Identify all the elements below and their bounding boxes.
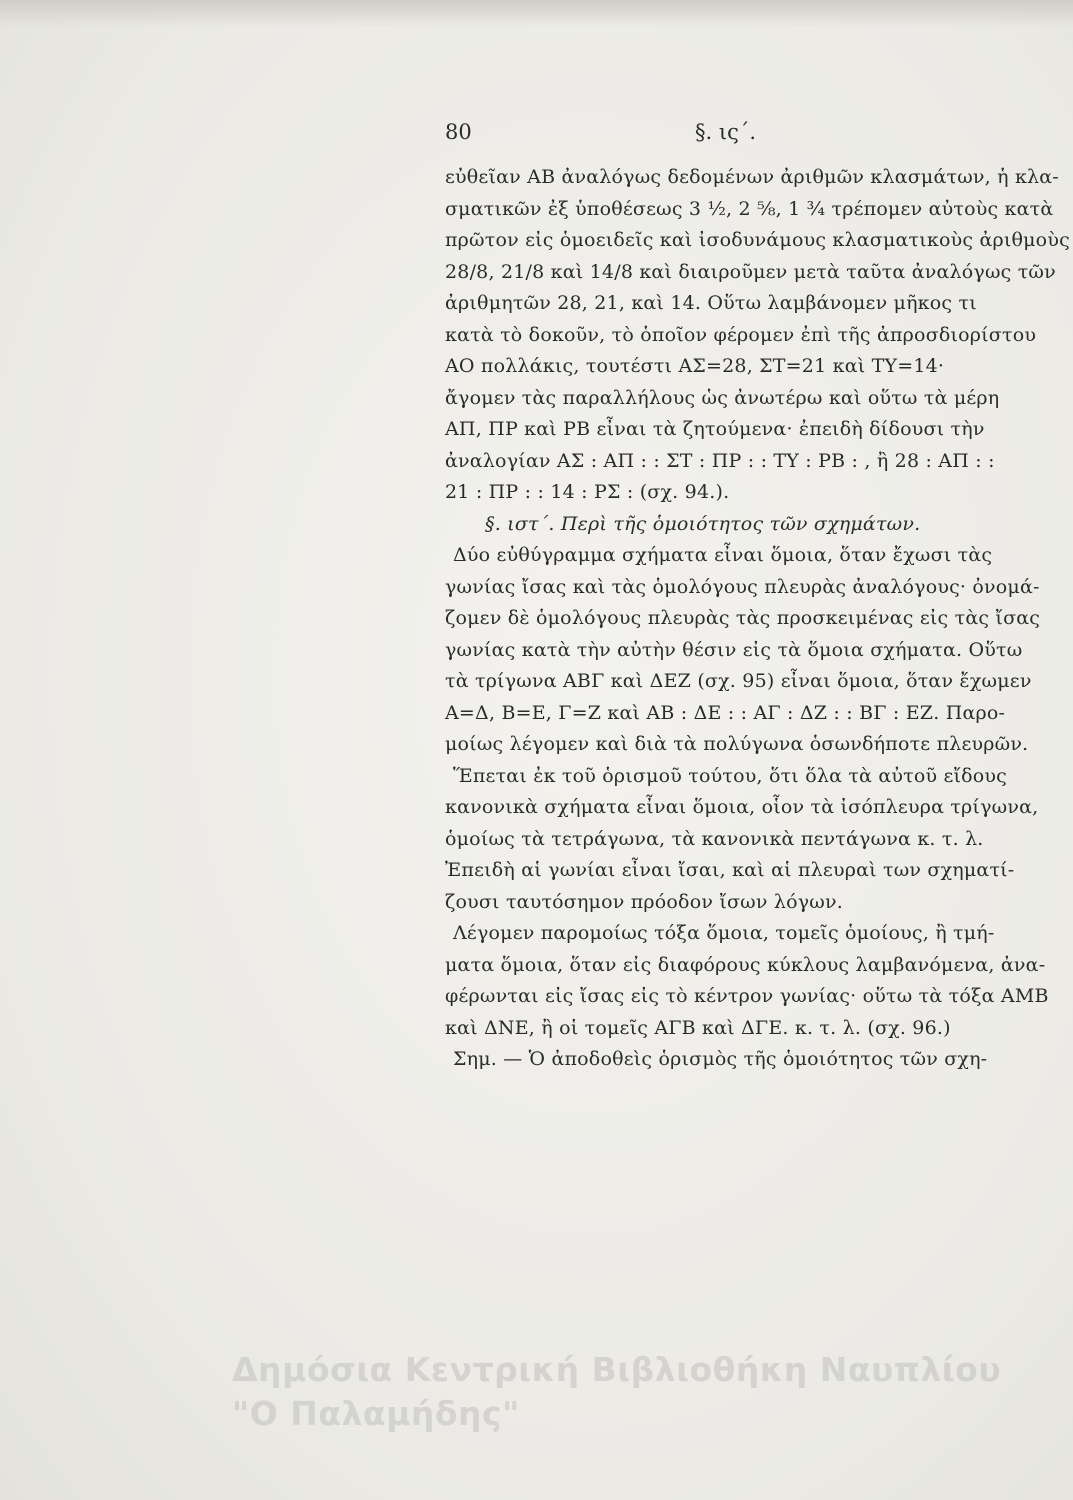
text-line: εὐθεῖαν ΑΒ ἀναλόγως δεδομένων ἀριθμῶν κλασμάτων, ἡ κλα- — [445, 166, 1059, 188]
text-line: τὰ τρίγωνα ΑΒΓ καὶ ΔΕΖ (σχ. 95) εἶναι ὅμοια, ὅταν ἔχωμεν — [445, 670, 1032, 692]
text-line: ὁμοίως τὰ τετράγωνα, τὰ κανονικὰ πεντάγωνα κ. τ. λ. — [445, 827, 984, 850]
page-header — [445, 120, 805, 150]
text-line: ΑΟ πολλάκις, τουτέστι ΑΣ=28, ΣΤ=21 καὶ ΤΥ=14· — [445, 355, 945, 377]
text-line: 28/8, 21/8 καὶ 14/8 καὶ διαιροῦμεν μετὰ ταῦτα ἀναλόγως τῶν — [445, 260, 1056, 283]
page-top-edge — [0, 0, 1073, 28]
text-line: ζουσι ταυτόσημον πρόοδον ἴσων λόγων. — [445, 890, 843, 913]
text-line: κανονικὰ σχήματα εἶναι ὅμοια, οἷον τὰ ἰσόπλευρα τρίγωνα, — [445, 796, 1039, 818]
text-line: φέρωνται εἰς ἴσας εἰς τὸ κέντρον γωνίας· οὕτω τὰ τόξα ΑΜΒ — [445, 985, 1049, 1007]
body-text — [445, 162, 1070, 1076]
section-mark: §. ις΄. — [695, 120, 757, 144]
text-line: ζομεν δὲ ὁμολόγους πλευρὰς τὰς προσκειμένας εἰς τὰς ἴσας — [445, 607, 1041, 629]
text-line: γωνίας κατὰ τὴν αὐτὴν θέσιν εἰς τὰ ὅμοια σχήματα. Οὕτω — [445, 638, 1023, 661]
text-line: σματικῶν ἐξ ὑποθέσεως 3 ½, 2 ⅝, 1 ¾ τρέπομεν αὐτοὺς κατὰ — [445, 197, 1054, 220]
subsection-heading: §. ιστ΄. Περὶ τῆς ὁμοιότητος τῶν σχημάτων. — [485, 512, 921, 535]
text-line: ἀναλογίαν ΑΣ : ΑΠ : : ΣΤ : ΠΡ : : ΤΥ : ΡΒ : , ἢ 28 : ΑΠ : : — [445, 449, 995, 472]
text-line: Δύο εὐθύγραμμα σχήματα εἶναι ὅμοια, ὅταν ἔχωσι τὰς — [453, 544, 993, 566]
text-line: Ἕπεται ἐκ τοῦ ὁρισμοῦ τούτου, ὅτι ὅλα τὰ αὐτοῦ εἴδους — [453, 764, 1008, 787]
text-line: Ἐπειδὴ αἱ γωνίαι εἶναι ἴσαι, καὶ αἱ πλευραὶ των σχηματί- — [445, 859, 1015, 881]
text-line: Σημ. — Ὁ ἀποδοθεὶς ὁρισμὸς τῆς ὁμοιότητος τῶν σχη- — [453, 1048, 988, 1070]
text-line: Λέγομεν παρομοίως τόξα ὅμοια, τομεῖς ὁμοίους, ἢ τμή- — [453, 922, 995, 944]
text-line: ΑΠ, ΠΡ καὶ ΡΒ εἶναι τὰ ζητούμενα· ἐπειδὴ δίδουσι τὴν — [445, 418, 985, 440]
watermark-line: Δημόσια Κεντρική Βιβλιοθήκη Ναυπλίου — [232, 1350, 1002, 1389]
text-line: κατὰ τὸ δοκοῦν, τὸ ὁποῖον φέρομεν ἐπὶ τῆς ἀπροσδιορίστου — [445, 323, 1037, 346]
text-line: ἄγομεν τὰς παραλλήλους ὡς ἀνωτέρω καὶ οὕτω τὰ μέρη — [445, 386, 1000, 409]
text-line: μοίως λέγομεν καὶ διὰ τὰ πολύγωνα ὁσωνδήποτε πλευρῶν. — [445, 733, 1029, 755]
page-number: 80 — [445, 120, 472, 144]
text-line: πρῶτον εἰς ὁμοειδεῖς καὶ ἰσοδυνάμους κλασματικοὺς ἀριθμοὺς — [445, 229, 1070, 251]
text-line: Α=Δ, Β=Ε, Γ=Ζ καὶ ΑΒ : ΔΕ : : ΑΓ : ΔΖ : : ΒΓ : ΕΖ. Παρο- — [445, 701, 1006, 724]
text-line: ἀριθμητῶν 28, 21, καὶ 14. Οὕτω λαμβάνομεν μῆκος τι — [445, 292, 977, 314]
text-line: 21 : ΠΡ : : 14 : ΡΣ : (σχ. 94.). — [445, 481, 730, 503]
text-line: καὶ ΔΝΕ, ἢ οἱ τομεῖς ΑΓΒ καὶ ΔΓΕ. κ. τ. λ. (σχ. 96.) — [445, 1016, 951, 1039]
watermark-line: "Ο Παλαμήδης" — [232, 1394, 520, 1433]
text-line: γωνίας ἴσας καὶ τὰς ὁμολόγους πλευρὰς ἀναλόγους· ὀνομά- — [445, 575, 1040, 598]
library-watermark — [232, 1348, 1032, 1436]
text-line: ματα ὅμοια, ὅταν εἰς διαφόρους κύκλους λαμβανόμενα, ἀνα- — [445, 953, 1046, 976]
